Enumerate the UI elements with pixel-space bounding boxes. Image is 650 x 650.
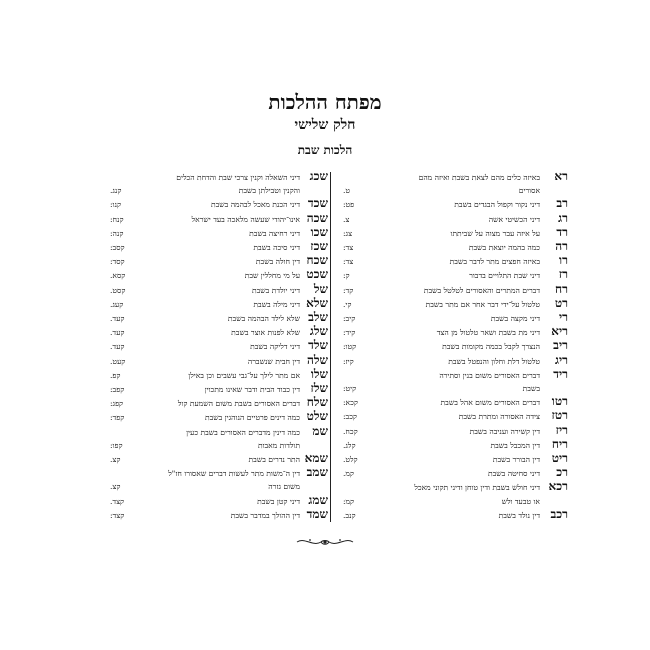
index-entry: [110, 226, 328, 240]
page-reference: קעג.: [110, 299, 124, 309]
page-reference: פט:: [343, 200, 355, 210]
siman-number: רכב: [550, 506, 568, 521]
index-entry: [343, 170, 568, 184]
siman-number: רח: [555, 281, 568, 296]
entry-title: דברים האסורים משום אהל בשבת: [440, 398, 540, 408]
index-entry: [343, 368, 568, 382]
index-column-left: [110, 170, 328, 522]
index-entry: [110, 410, 328, 424]
column-divider: [330, 172, 331, 522]
siman-number: ריג: [554, 352, 568, 367]
page-reference: קסט.: [110, 285, 126, 295]
entry-title: דיני שבת התלויים בדבור: [469, 271, 540, 281]
page-reference: קנג.: [110, 186, 122, 196]
page-reference: קפ.: [110, 370, 121, 380]
page-reference: קמ:: [343, 496, 355, 506]
siman-number: רטו: [551, 394, 568, 409]
entry-title: אם מתר לילך על־גבי עשבים וכן באילן: [188, 370, 300, 380]
entry-title: הנצרך לקבל בכמה מקומות בשבת: [442, 342, 540, 352]
index-entry: [110, 170, 328, 184]
index-entry: [110, 339, 328, 353]
entry-title: משום גזרה: [268, 482, 300, 492]
entry-title: דין ה־משות מתר לעשות דברים שאסורו חז"ל: [168, 469, 300, 479]
entry-title: על איזה עבר מצוה על שביתתו: [450, 228, 540, 238]
siman-number: רט: [554, 295, 568, 310]
siman-number: שכג: [309, 169, 328, 183]
flourish-ornament-icon: [295, 535, 355, 549]
index-entry: [343, 395, 568, 409]
entry-title: דיני מקצה בשבת: [490, 314, 540, 324]
page-reference: קנח:: [110, 214, 124, 224]
entry-title: דיני הכשיטי אשה: [488, 214, 540, 224]
siman-number: שלו: [310, 366, 328, 381]
page-reference: קפו:: [110, 440, 123, 450]
page-reference: קפג:: [110, 399, 124, 409]
index-entry: [110, 508, 328, 522]
page-reference: קעד.: [110, 328, 125, 338]
siman-number: ריז: [555, 422, 568, 437]
entry-title: או טבעד ולש: [501, 496, 540, 506]
siman-number: שמד: [306, 506, 328, 521]
entry-title: דיני רחיצה בשבת: [249, 228, 300, 238]
page-reference: קסד:: [110, 257, 125, 267]
entry-title: כמה בהמה יוצאת בשבת: [468, 243, 540, 253]
entry-title: דיני יולדת בשבת: [251, 285, 300, 295]
page-reference: קנה:: [110, 228, 124, 238]
page-reference: קלט.: [343, 455, 358, 465]
index-entry: [110, 480, 328, 493]
entry-title: דין ההולך במדבר בשבת: [230, 510, 300, 520]
index-entry: [110, 494, 328, 508]
index-entry: [110, 325, 328, 339]
index-entry: [110, 425, 328, 439]
siman-number: שכד: [307, 196, 328, 211]
index-entry: [110, 268, 328, 282]
page-reference: קסא.: [110, 271, 126, 281]
index-entry: [343, 438, 568, 452]
entry-title: דיני סיכה בשבת: [253, 243, 300, 253]
siman-number: רטז: [551, 408, 568, 423]
page-reference: קצ.: [110, 455, 121, 465]
entry-title: דיני חולש בשבת ודין טוחן ודיני תקוני מאכל: [414, 483, 540, 493]
siman-number: שמא: [304, 451, 328, 466]
page-reference: קיד:: [343, 328, 356, 338]
index-entry: [110, 354, 328, 368]
index-entry: [343, 212, 568, 226]
siman-number: ריד: [553, 366, 568, 381]
page-reference: קעד.: [110, 342, 125, 352]
siman-number: ריב: [553, 338, 568, 353]
siman-number: שכז: [310, 239, 328, 254]
index-entry: [343, 508, 568, 522]
entry-title: דין נולד בשבת: [498, 510, 540, 520]
page-reference: צד:: [343, 257, 354, 267]
siman-number: שמג: [308, 492, 328, 507]
index-entry: [343, 197, 568, 211]
index-entry: [110, 297, 328, 311]
siman-number: רכ: [556, 465, 568, 480]
entry-title: שלא לפנות אוצר בשבת: [231, 328, 300, 338]
index-entry: [343, 226, 568, 240]
entry-title: דין המכבל בשבת: [490, 440, 540, 450]
index-entry: [343, 311, 568, 325]
index-entry: [110, 311, 328, 325]
page-reference: קעט.: [110, 356, 126, 366]
entry-title: כמה דינין מדברים האסורים בשבת כעין: [186, 427, 300, 437]
index-entry: [110, 466, 328, 480]
index-entry: [343, 184, 568, 197]
siman-number: ריא: [551, 324, 568, 339]
index-entry: [110, 439, 328, 452]
index-entry: [343, 382, 568, 395]
page-reference: ט.: [343, 186, 351, 196]
page-title: מפתח ההלכות: [268, 90, 382, 114]
entry-title: דיני קטן בשבת: [257, 496, 300, 506]
entry-title: טלטול על־ידי דבר אחר אם מתר בשבת: [425, 299, 540, 309]
entry-title: התר נדרים בשבת: [248, 455, 300, 465]
entry-title: דברים האסורים בשבת משום השמעת קול: [177, 399, 300, 409]
siman-number: שלא: [306, 295, 328, 310]
siman-number: רכא: [548, 479, 568, 494]
index-entry: [110, 184, 328, 197]
page-reference: קנו:: [110, 200, 122, 210]
entry-title: צידה האסורה ומתרת בשבת: [458, 412, 540, 422]
index-entry: [343, 480, 568, 494]
entry-title: דיני מילה בשבת: [253, 299, 300, 309]
page-reference: קסב:: [110, 243, 125, 253]
page-reference: ק:: [343, 271, 350, 281]
page-reference: קיט:: [343, 384, 357, 394]
page-reference: קד:: [343, 285, 354, 295]
entry-title: דברים המתרים והאסורים לטלטל בשבת: [423, 285, 540, 295]
siman-number: רד: [556, 224, 568, 239]
index-entry: [343, 254, 568, 268]
section-heading: הלכות שבת: [297, 143, 353, 157]
page-reference: קנב.: [343, 510, 356, 520]
entry-title: דיני סחיטה בשבת: [487, 469, 540, 479]
entry-title: דיני השאלה וקנין צרכי שבת והדחת הכלים: [176, 173, 300, 182]
siman-number: של: [313, 281, 328, 296]
siman-number: שלג: [309, 324, 328, 339]
siman-number: רג: [558, 210, 568, 225]
entry-title: דין קשירה ועניבה בשבת: [469, 426, 540, 436]
index-entry: [110, 283, 328, 297]
index-entry: [110, 368, 328, 382]
siman-number: רו: [559, 253, 568, 268]
entry-title: אינו־יהודי שעשה מלאכה בעד ישראל: [191, 214, 300, 224]
index-entry: [343, 354, 568, 368]
index-entry: [110, 240, 328, 254]
entry-title: דיני נקור וקפול הבגדים בשבת: [454, 200, 540, 210]
entry-title: דין חבית שנשברה: [247, 356, 300, 366]
entry-title: על מי מחללין שבת: [244, 271, 300, 281]
index-entry: [343, 297, 568, 311]
siman-number: שלח: [306, 395, 328, 410]
siman-number: ריח: [551, 436, 568, 451]
siman-number: רי: [558, 310, 568, 325]
entry-title: שלא לילד הבהמה בשבת: [227, 314, 300, 324]
entry-title: כמה דינים פרטיים הנוהגין בשבת: [204, 413, 300, 423]
siman-number: שכו: [310, 224, 328, 239]
siman-number: שכח: [306, 253, 328, 268]
page-reference: קיב:: [343, 314, 356, 324]
page-reference: קפד:: [110, 413, 125, 423]
entry-title: דין הבורר בשבת: [492, 455, 540, 465]
entry-title: דיני הכנת מאכל לבהמה בשבת: [210, 200, 300, 210]
page-reference: קצד:: [110, 510, 125, 520]
entry-title: תולדות מאבות: [257, 440, 300, 450]
page-reference: קכב:: [343, 412, 357, 422]
entry-title: באיזה כלים מהם לצאת בשבת ואיזה מהם: [418, 173, 540, 182]
page-reference: צג:: [343, 228, 353, 238]
index-entry: [343, 409, 568, 423]
siman-number: רא: [554, 169, 568, 183]
page-reference: קכח.: [343, 426, 358, 436]
index-entry: [343, 495, 568, 508]
entry-title: בשבת: [522, 384, 540, 394]
page-reference: צד:: [343, 243, 354, 253]
index-entry: [343, 466, 568, 480]
entry-title: דברים האסורים משום בנין וסתירה: [439, 370, 540, 380]
index-entry: [343, 268, 568, 282]
entry-title: דין כבוד הבית ודבר שאינו מתכוין: [204, 385, 300, 395]
index-entry: [110, 382, 328, 396]
index-column-right: [343, 170, 568, 522]
siman-number: רב: [556, 196, 568, 211]
page-reference: צ.: [343, 214, 350, 224]
entry-title: טלטול דלת וחלון והנפטל בשבת: [448, 356, 540, 366]
page-reference: קמ.: [343, 469, 354, 479]
siman-number: שמ: [312, 423, 328, 438]
entry-title: והקנין וטבילתן בשבת: [238, 186, 300, 196]
entry-title: דיני מת בשבת ושאר טלטול מן הצד: [436, 328, 540, 338]
page-reference: קלג.: [343, 440, 356, 450]
page-reference: קצד.: [110, 496, 125, 506]
siman-number: שלט: [306, 409, 328, 424]
page-reference: קכא:: [343, 398, 358, 408]
siman-number: שכה: [306, 210, 328, 225]
index-entry: [343, 325, 568, 339]
page-reference: קיז:: [343, 356, 354, 366]
index-entry: [110, 212, 328, 226]
siman-number: שלב: [308, 310, 328, 325]
index-entry: [343, 240, 568, 254]
siman-number: שכט: [306, 267, 328, 282]
index-entry: [110, 197, 328, 211]
page-reference: קטו:: [343, 342, 357, 352]
index-entry: [343, 283, 568, 297]
index-entry: [110, 254, 328, 268]
page-reference: קי.: [343, 299, 352, 309]
siman-number: רה: [555, 239, 568, 254]
siman-number: שמב: [306, 465, 328, 480]
index-entry: [110, 396, 328, 410]
page-reference: קעד.: [110, 314, 125, 324]
siman-number: שלז: [310, 381, 328, 396]
entry-title: דיני דליקה בשבת: [250, 342, 300, 352]
siman-number: שלה: [306, 352, 328, 367]
index-entry: [343, 452, 568, 466]
index-entry: [110, 452, 328, 466]
index-entry: [343, 424, 568, 438]
entry-title: אסורים: [518, 186, 540, 196]
index-entry: [343, 339, 568, 353]
page-subtitle: חלק שלישי: [294, 117, 356, 133]
siman-number: שלד: [308, 338, 328, 353]
page-reference: קפב:: [110, 385, 125, 395]
page-reference: קצ.: [110, 482, 121, 492]
siman-number: ריט: [551, 451, 568, 466]
entry-title: באיזה חפצים מתר לדבר בשבת: [449, 257, 540, 267]
siman-number: רז: [558, 267, 568, 282]
entry-title: דין חולה בשבת: [255, 257, 300, 267]
